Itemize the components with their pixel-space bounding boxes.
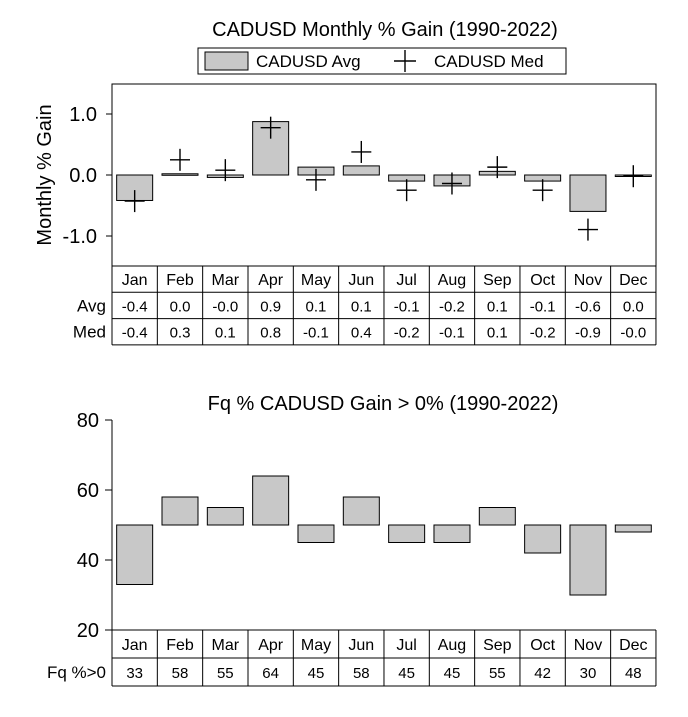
table-month-label: Jun [348, 272, 375, 289]
table-month-label: Jul [396, 272, 417, 289]
table-cell: 45 [307, 665, 325, 682]
table-month-label: Feb [166, 637, 194, 654]
frequency-bar [525, 525, 561, 553]
table-cell: -0.1 [303, 324, 329, 342]
avg-bars [117, 122, 652, 212]
table-cell: 0.8 [260, 324, 282, 342]
table-row-label: Fq %>0 [46, 663, 106, 682]
y-axis-ticks [77, 410, 112, 642]
table-cell: -0.6 [575, 298, 601, 316]
y-tick-label: 80 [76, 410, 99, 432]
y-tick-label: -1.0 [62, 226, 97, 248]
table-cell: -0.2 [393, 324, 420, 342]
frequency-chart-title: Fq % CADUSD Gain > 0% (1990-2022) [207, 393, 559, 415]
table-month-label: Nov [573, 272, 603, 289]
frequency-bars [117, 476, 652, 595]
table-month-label: Nov [573, 637, 603, 654]
avg-bar [570, 175, 606, 211]
frequency-bar [479, 508, 515, 526]
table-cell: 58 [171, 665, 189, 682]
table-cell: 55 [216, 665, 234, 682]
frequency-bar [253, 476, 289, 525]
frequency-bar [434, 525, 470, 543]
frequency-bar [615, 525, 651, 532]
table-cell: 0.3 [169, 324, 191, 342]
table-month-label: Sep [483, 272, 512, 289]
frequency-bar [570, 525, 606, 595]
y-tick-label: 20 [76, 620, 99, 642]
table-cell: 0.1 [486, 298, 508, 316]
frequency-table [47, 630, 656, 686]
table-cell: 45 [443, 665, 461, 682]
table-cell: 0.9 [260, 298, 282, 316]
table-month-label: May [300, 637, 332, 654]
table-cell: 0.1 [486, 324, 508, 342]
table-month-label: Oct [530, 272, 556, 289]
frequency-bar [343, 497, 379, 525]
table-cell: -0.1 [439, 324, 465, 342]
frequency-bar [162, 497, 198, 525]
table-cell: -0.4 [121, 324, 148, 342]
median-markers [125, 117, 644, 241]
table-cell: 33 [126, 665, 144, 682]
table-month-label: Jan [121, 272, 148, 289]
y-tick-label: 1.0 [69, 104, 97, 126]
table-month-label: Jul [396, 637, 417, 654]
table-cell: -0.1 [393, 298, 420, 316]
legend-avg-swatch [205, 52, 248, 70]
y-axis-ticks [63, 104, 112, 248]
table-month-label: May [300, 272, 332, 289]
table-month-label: Sep [483, 637, 512, 654]
table-cell: 64 [262, 665, 279, 682]
table-cell: -0.4 [121, 298, 148, 316]
frequency-bar [298, 525, 334, 543]
table-cell: 0.4 [350, 324, 372, 342]
table-month-label: Jun [348, 637, 375, 654]
table-cell: 0.1 [305, 298, 327, 316]
table-month-label: Oct [530, 637, 556, 654]
table-month-label: Apr [258, 637, 284, 654]
table-row-label: Avg [77, 296, 106, 316]
avg-bar [162, 174, 198, 176]
table-cell: -0.0 [620, 324, 647, 342]
frequency-chart [47, 393, 656, 686]
table-row-label: Med [72, 322, 106, 342]
table-cell: 45 [398, 665, 415, 682]
y-tick-label: 60 [76, 480, 99, 502]
table-cell: -0.1 [529, 298, 556, 316]
table-month-label: Dec [619, 272, 648, 289]
avg-bar [343, 166, 379, 175]
table-cell: 0.1 [214, 324, 236, 342]
table-month-label: Mar [211, 272, 240, 289]
monthly-gain-chart-title: CADUSD Monthly % Gain (1990-2022) [212, 19, 558, 41]
table-month-label: Mar [211, 637, 240, 654]
table-cell: 0.0 [622, 298, 644, 316]
table-cell: -0.2 [439, 298, 465, 316]
legend [198, 48, 566, 74]
table-cell: 0.0 [169, 298, 191, 316]
table-cell: 30 [579, 665, 597, 682]
monthly-gain-chart [34, 19, 656, 345]
table-month-label: Apr [258, 272, 284, 289]
frequency-bar [389, 525, 425, 543]
table-month-label: Aug [437, 272, 467, 289]
legend-avg-label: CADUSD Avg [256, 52, 361, 71]
legend-med-label: CADUSD Med [434, 52, 544, 71]
table-cell: 55 [488, 665, 506, 682]
table-cell: 0.1 [350, 298, 372, 316]
frequency-bar [207, 508, 243, 526]
table-month-label: Dec [619, 637, 648, 654]
table-month-label: Jan [121, 637, 148, 654]
table-cell: 48 [624, 665, 642, 682]
table-cell: -0.9 [575, 324, 601, 342]
y-tick-label: 0.0 [69, 165, 97, 187]
table-cell: 42 [534, 665, 551, 682]
frequency-bar [117, 525, 153, 585]
table-month-label: Aug [437, 637, 467, 654]
table-cell: -0.0 [212, 298, 239, 316]
table-cell: -0.2 [529, 324, 556, 342]
table-month-label: Feb [166, 272, 194, 289]
stats-table [73, 266, 656, 345]
table-cell: 58 [352, 665, 370, 682]
y-axis-label: Monthly % Gain [34, 104, 56, 246]
y-tick-label: 40 [76, 550, 99, 572]
